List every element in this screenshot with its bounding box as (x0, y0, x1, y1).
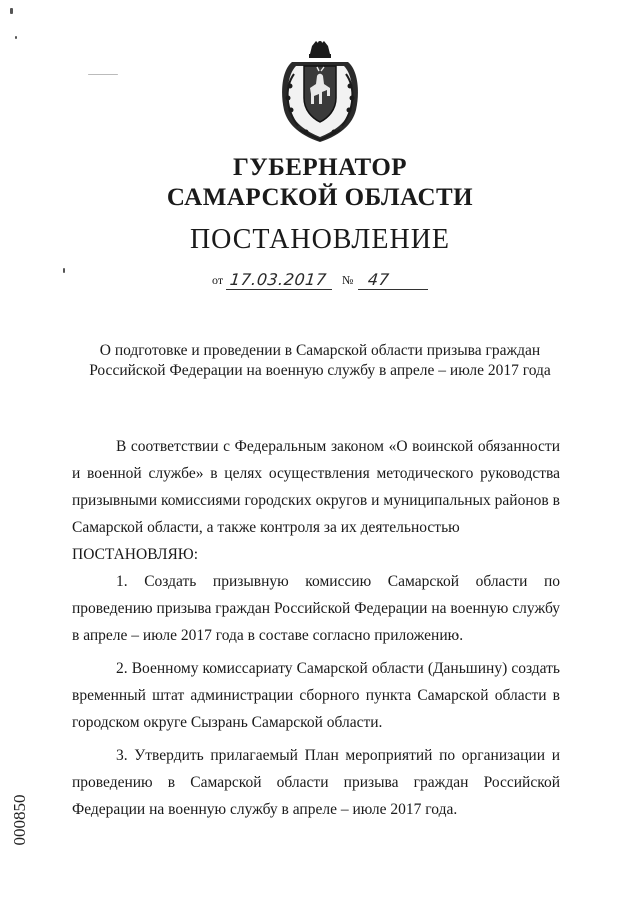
scan-speck (88, 74, 118, 75)
number-underline (358, 289, 428, 290)
date-underline (226, 289, 332, 290)
date-value: 17.03.2017 (229, 270, 328, 289)
subject-line1: О подготовке и проведении в Самарской области призыва граждан (99, 342, 541, 359)
issuer-title-line2: САМАРСКОЙ ОБЛАСТИ (166, 184, 474, 211)
document-type: ПОСТАНОВЛЕНИЕ (189, 224, 451, 255)
date-number-line (212, 270, 442, 292)
scan-speck (15, 36, 17, 39)
list-item: 3. Утвердить прилагаемый План мероприятий по организации и проведению в Самарской области призыва граждан Российской Федерации на военную службу в апреле – июле 2017 года. (72, 747, 560, 818)
resolve-word: ПОСТАНОВЛЯЮ: (72, 546, 199, 563)
coat-of-arms-icon (272, 40, 368, 146)
scan-speck (63, 268, 65, 273)
document-body (72, 433, 560, 823)
scan-speck (10, 8, 13, 14)
document-subject (60, 341, 580, 381)
date-prefix: от (212, 273, 224, 287)
preamble-paragraph: В соответствии с Федеральным законом «О воинской обязанности и военной службе» в целях осуществления методического руководства призывными комиссиями городских округов и муниципальных районов в Самарской области, а также контроля за их деятельностью (72, 438, 560, 536)
issuer-title-line1: ГУБЕРНАТОР (232, 154, 408, 181)
number-value: 47 (367, 270, 391, 289)
list-item: 1. Создать призывную комиссию Самарской области по проведению призыва граждан Российской Федерации на военную службу в апреле – июле 2017 года в составе согласно приложению. (72, 573, 560, 644)
list-item: 2. Военному комиссариату Самарской области (Даньшину) создать временный штат администрации сборного пункта Самарской области в городском округе Сызрань Самарской области. (72, 660, 560, 731)
archive-number: 000850 (10, 794, 29, 846)
subject-line2: Российской Федерации на военную службу в апреле – июле 2017 года (89, 362, 551, 379)
number-prefix: № (342, 273, 354, 287)
